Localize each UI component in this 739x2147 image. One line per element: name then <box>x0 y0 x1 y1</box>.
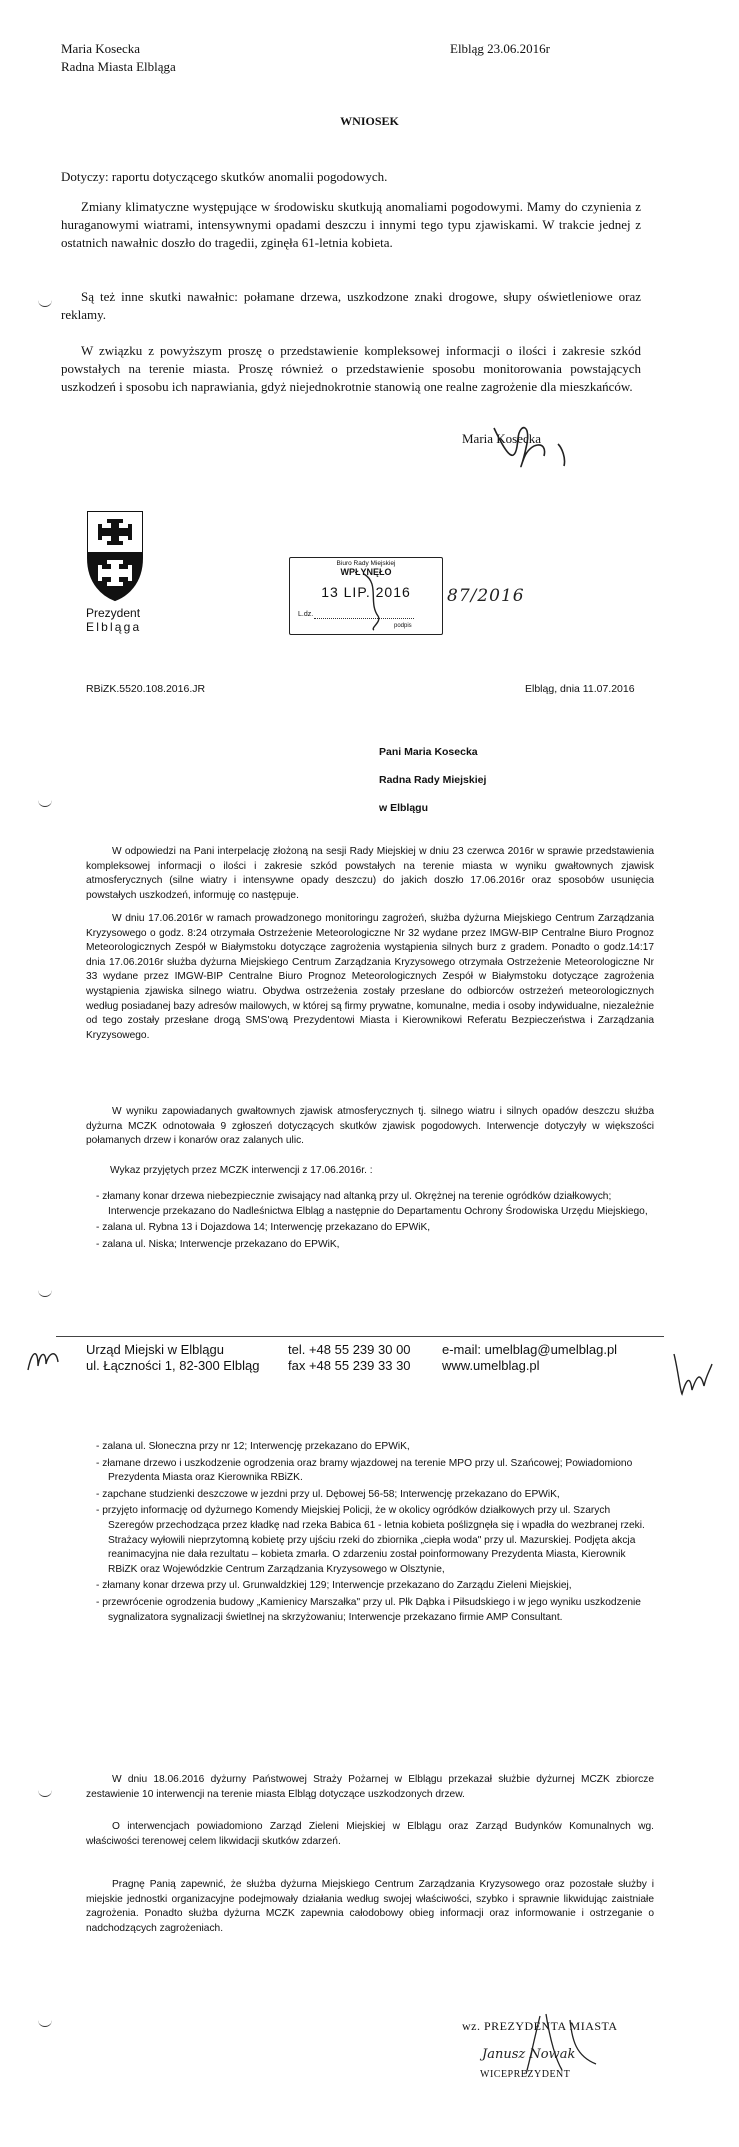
interventions-list-intro: Wykaz przyjętych przez MCZK interwencji z 17.06.2016r. : <box>110 1165 373 1176</box>
footer-org-name: Urząd Miejski w Elblągu <box>86 1342 224 1357</box>
margin-scribble-right <box>670 1350 716 1400</box>
list-item: - przewrócenie ogrodzenia budowy „Kamienicy Marszałka" przy ul. Płk Dąbka i Piłsudskiego i w jego wyniku uszkodzenie sygnalizatora sygnalizacji świetlnej na skrzyżowaniu; Interwencje przekazano firmie AMP Consultant. <box>96 1596 641 1623</box>
footer-website: www.umelblag.pl <box>442 1358 540 1373</box>
footer-phone-block <box>288 1342 411 1374</box>
list-item: - złamany konar drzewa przy ul. Grunwaldzkiej 129; Interwencje przekazano do Zarządu Zieleni Miejskiej, <box>96 1580 572 1592</box>
footer-tel: tel. +48 55 239 30 00 <box>288 1342 411 1357</box>
list-item: - zalana ul. Słoneczna przy nr 12; Interwencję przekazano do EPWiK, <box>96 1441 410 1452</box>
stamp-date: 13 LIP. 2016 <box>321 584 411 600</box>
list-item: - zalana ul. Rybna 13 i Dojazdowa 14; Interwencję przekazano do EPWiK, <box>96 1222 431 1234</box>
letter2-place-date: Elbląg, dnia 11.07.2016 <box>525 683 635 695</box>
margin-mark <box>38 300 52 307</box>
letter1-title: WNIOSEK <box>340 114 399 128</box>
addressee-block <box>379 738 486 822</box>
stamp-ldz-label: L.dz. <box>298 611 314 618</box>
addressee-role: Radna Rady Miejskiej <box>379 774 487 786</box>
stamp-signature-label: podpis <box>394 623 412 629</box>
letter1-paragraph-2: Są też inne skutki nawałnic: połamane drzewa, uszkodzone znaki drogowe, słupy oświetleniowe oraz reklamy. <box>61 289 641 322</box>
letter2-paragraph-3: W wyniku zapowiadanych gwałtownych zjawisk atmosferycznych tj. silnego wiatru i silnych opadów deszczu służba dyżurna MCZK odnotowała 9 zgłoszeń dotyczących skutków zjawisk pogodowych. Interwencje dotyczyły w większości połamanych drzew i konarów oraz zalanych ulic. <box>86 1106 654 1147</box>
handwritten-registration-number: 87/2016 <box>447 586 525 606</box>
addressee-name: Pani Maria Kosecka <box>379 746 478 758</box>
signature-title: WICEPREZYDENT <box>480 2069 571 2080</box>
letter1-subject: Dotyczy: raportu dotyczącego skutków anomalii pogodowych. <box>61 169 388 184</box>
sender-name: Maria Kosecka <box>61 41 141 56</box>
letter2-paragraph-5: O interwencjach powiadomiono Zarząd Zieleni Miejskiej w Elblągu oraz Zarząd Budynków Komunalnych wg. właściwości terenowej celem likwidacji skutków zdarzeń. <box>86 1821 654 1847</box>
letterhead-line-2: Elbląga <box>86 620 142 634</box>
footer-org-block <box>86 1342 259 1374</box>
letter2-paragraph-6: Pragnę Panią zapewnić, że służba dyżurna Miejskiego Centrum Zarządzania Kryzysowego oraz pozostałe służby i miejskie jednostki organizacyjne podejmowały działania według swojej właściwości, szybko i sprawnie likwidując zaistniałe zagrożenia. Ponadto służba dyżurna MCZK zapewnia całodobowy obieg informacji oraz informowanie i ostrzeganie o nadchodzących zagrożeniach. <box>86 1879 654 1934</box>
list-item: - złamany konar drzewa niebezpiecznie zwisający nad altanką przy ul. Okrężnej na terenie ogródków działkowych; Interwencje przekazano do Nadleśnictwa Elbląg a następnie do Departamentu Ochrony Środowiska Urzędu Miejskiego, <box>96 1191 648 1217</box>
footer-divider <box>56 1336 664 1337</box>
signature-handwritten-name: Janusz Nowak <box>482 2047 576 2062</box>
list-item: - zapchane studzienki deszczowe w jezdni przy ul. Dębowej 56-58; Interwencję przekazano do EPWiK, <box>96 1488 560 1500</box>
elblag-coat-of-arms-icon <box>86 510 144 602</box>
footer-address: ul. Łączności 1, 82-300 Elbląg <box>86 1358 260 1373</box>
interventions-list-page-2 <box>96 1440 654 1627</box>
stamp-initials-scribble <box>360 572 390 632</box>
sender-role: Radna Miasta Elbląga <box>61 59 176 74</box>
interventions-list-page-1 <box>96 1190 654 1254</box>
stamp-header: Biuro Rady Miejskiej <box>336 560 396 567</box>
letter2-paragraph-4: W dniu 18.06.2016 dyżurny Państwowej Straży Pożarnej w Elblągu przekazał służbie dyżurnej MCZK zbiorcze zestawienie 10 interwencji na terenie miasta Elbląg dotyczące uszkodzonych drzew. <box>86 1774 654 1800</box>
signature-on-behalf-line: wz. PREZYDENTA MIASTA <box>462 2019 618 2033</box>
list-item: - zalana ul. Niska; Interwencje przekazano do EPWiK, <box>96 1238 340 1250</box>
received-stamp <box>289 557 443 635</box>
letter1-signature-name: Maria Kosecka <box>462 431 542 446</box>
list-item: - przyjęto informację od dyżurnego Komendy Miejskiej Policji, że w okolicy ogródków działkowych przy ul. Szarych Szeregów przechodząca przez kładkę nad rzeka Babica 61 - letnia kobieta poślizgnęła się i wpadła do wezbranej rzeki. Strażacy wyłowili nieprzytomną kobietę przy ujściu rzeki do zbiornika „ciepła woda" przy ul. Mazurskiej. Podjęta akcja reanimacyjna nie dała rezultatu – kobieta zmarła. O zdarzeniu został poinformowany Prezydenta Miasta, Kierownik RBiZK oraz Wojewódzkie Centrum Zarządzania Kryzysowego w Olsztynie, <box>96 1505 645 1575</box>
margin-mark <box>38 800 52 807</box>
letter1-paragraph-3: W związku z powyższym proszę o przedstawienie kompleksowej informacji o ilości i zakresie szkód powstałych na terenie miasta. Proszę również o przedstawienie sposobu monitorowania powstających uszkodzeń i sposobu ich naprawiania, gdyż niejednokrotnie stanowią one realne zagrożenie dla mieszkańców. <box>61 343 641 394</box>
letter2-paragraph-2: W dniu 17.06.2016r w ramach prowadzonego monitoringu zagrożeń, służba dyżurna Miejskiego Centrum Zarządzania Kryzysowego o godz. 8:24 otrzymała Ostrzeżenie Meteorologiczne Nr 32 wydane przez IMGW-BIP Centralne Biuro Prognoz Meteorologicznych Zespół w Białymstoku dotyczące zagrożenia wystąpienia silnych burz z gradem. Ponadto o godz.14:17 dnia 17.06.2016r służba dyżurna Miejskiego Centrum Zarządzania Kryzysowego otrzymała Ostrzeżenie Meteorologiczne Nr 33 wydane przez IMGW-BIP Centralne Biuro Prognoz Meteorologicznych Zespół w Białymstoku dotyczące zagrożenia wystąpienia zjawiska silnego wiatru. Obydwa ostrzeżenia zostały przesłane do odbiorców ostrzeżeń meteorologicznych według posiadanej bazy adresów mailowych, w której są firmy prywatne, komunalne, media i osoby indywidualne, niezależnie od tego zostały przesłane drogą SMS'ową Prezydentowi Miasta i Kierownikowi Referatu Bezpieczeństwa i Zarządzania Kryzysowego. <box>86 913 654 1041</box>
addressee-city: w Elblągu <box>379 802 429 814</box>
stamp-received: WPŁYNĘŁO <box>340 567 392 577</box>
margin-mark <box>38 1790 52 1797</box>
letterhead-line-1: Prezydent <box>86 606 141 620</box>
margin-mark <box>38 2020 52 2027</box>
margin-scribble-left <box>24 1340 64 1380</box>
margin-mark <box>38 1290 52 1297</box>
footer-contact-block <box>442 1342 617 1374</box>
letter2-paragraph-1: W odpowiedzi na Pani interpelację złożoną na sesji Rady Miejskiej w dniu 23 czerwca 2016r w sprawie przedstawienia kompleksowej informacji o ilości i zakresie szkód powstałych na terenie miasta w wyniku gwałtownych zjawisk atmosferycznych (silne wiatry i intensywne opady deszczu) do jakich doszło 17.06.2016r oraz sposobów usunięcia powstałych uszkodzeń, informuję co następuje. <box>86 846 654 901</box>
footer-fax: fax +48 55 239 33 30 <box>288 1358 411 1373</box>
letter1-place-date: Elbląg 23.06.2016r <box>450 41 551 56</box>
letter1-paragraph-1: Zmiany klimatyczne występujące w środowisku skutkują anomaliami pogodowymi. Mamy do czynienia z huraganowymi wiatrami, intensywnymi opadami deszczu i innymi tego typu zjawiskami. W trakcie jednej z ostatnich nawałnic doszło do tragedii, zginęła 61-letnia kobieta. <box>61 199 641 250</box>
reference-number: RBiZK.5520.108.2016.JR <box>86 683 206 695</box>
footer-email: e-mail: umelblag@umelblag.pl <box>442 1342 618 1357</box>
handwritten-signature-1 <box>488 418 588 478</box>
list-item: - złamane drzewo i uszkodzenie ogrodzenia oraz bramy wjazdowej na terenie MPO przy ul. Szańcowej; Powiadomiono Prezydenta Miasta oraz Kierownika RBiZK. <box>96 1457 633 1484</box>
handwritten-signature-2 <box>500 2010 620 2080</box>
